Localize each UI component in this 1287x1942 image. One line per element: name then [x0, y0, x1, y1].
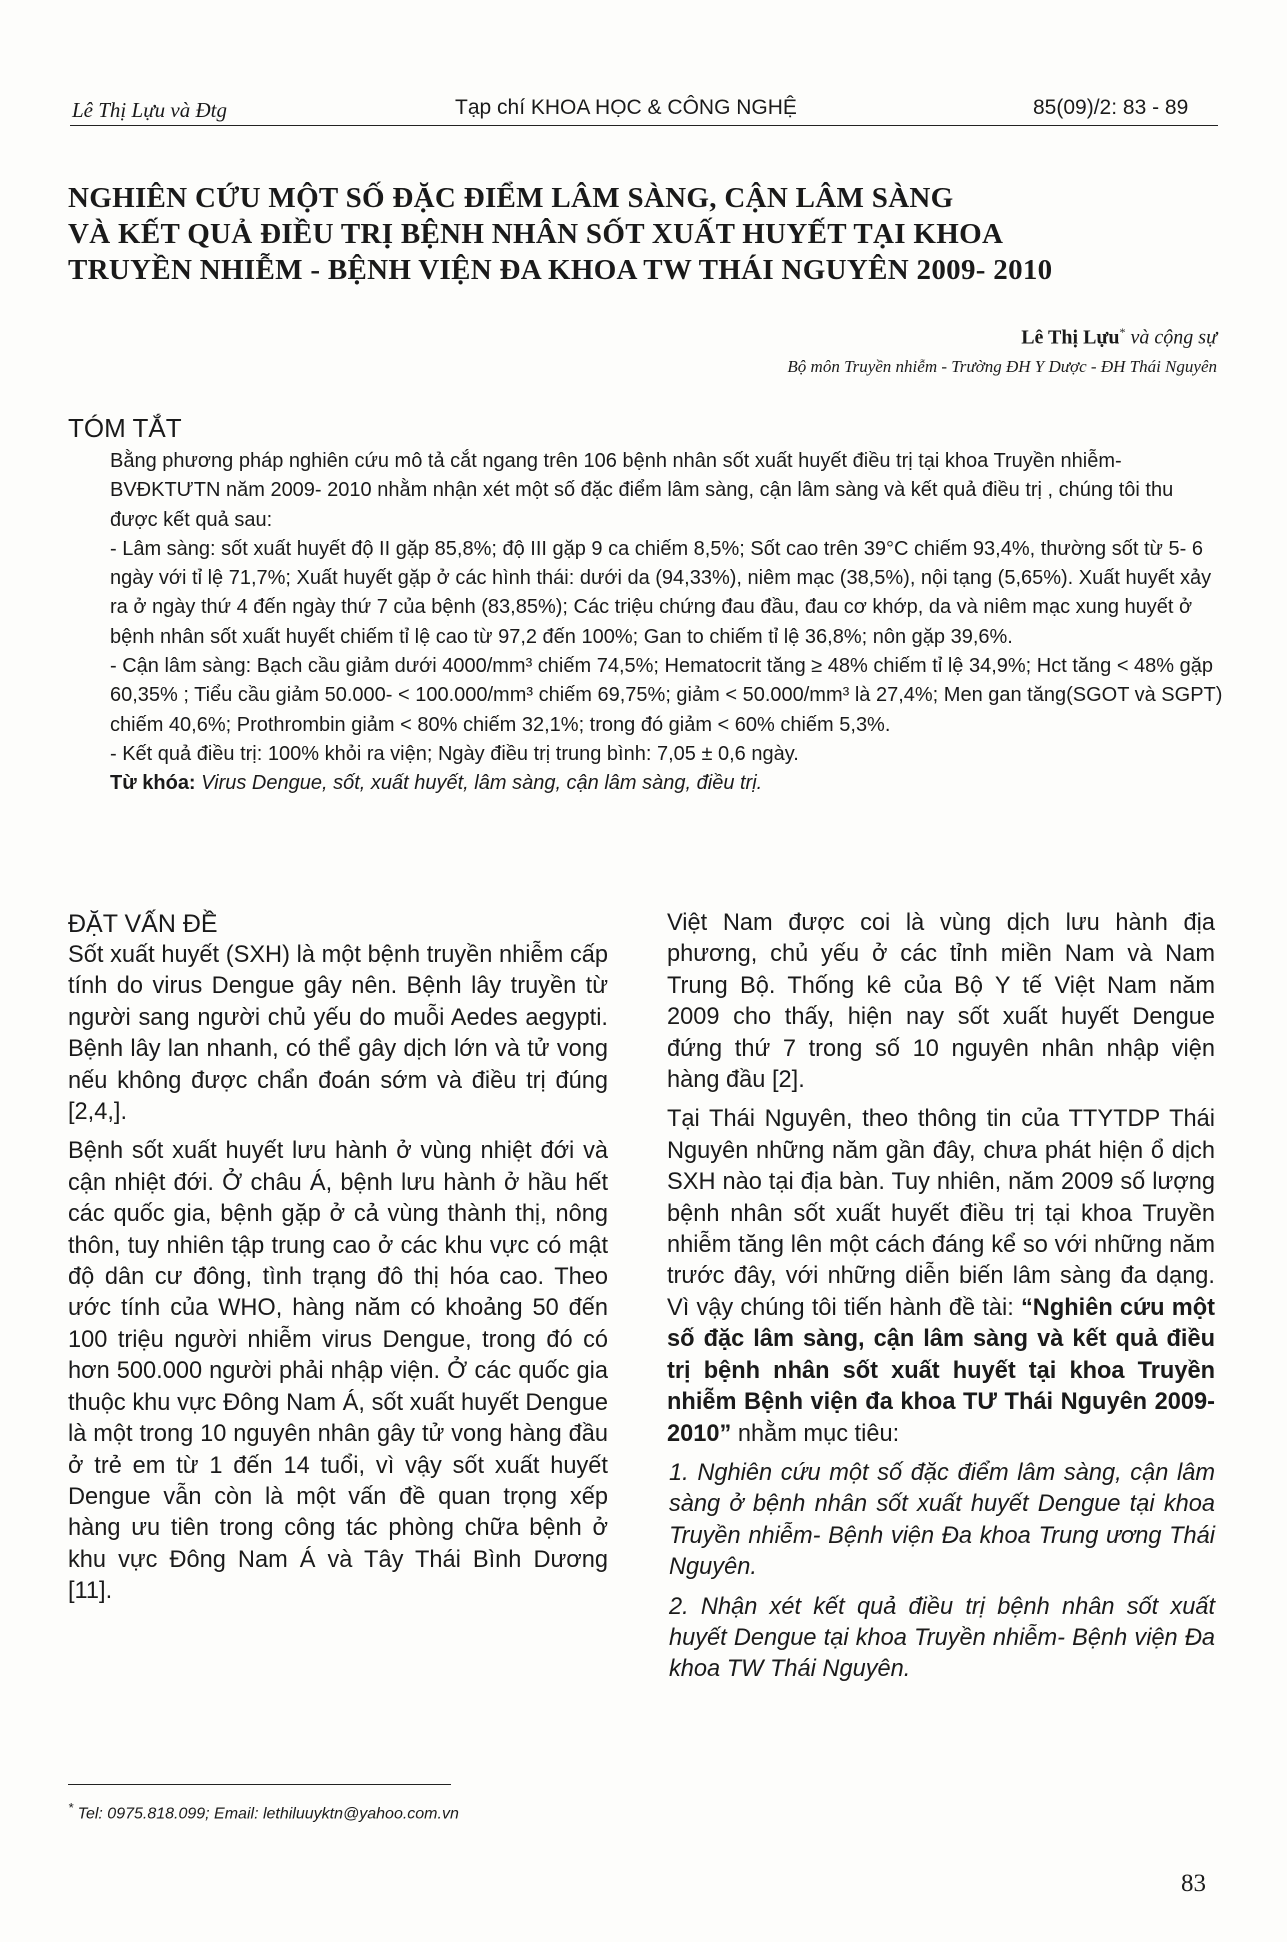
author-name: Lê Thị Lựu [1021, 326, 1120, 349]
right-paragraph-2 [667, 1104, 1215, 1449]
footnote-rule [68, 1784, 451, 1785]
running-header-issue: 85(09)/2: 83 - 89 [1033, 96, 1189, 119]
page-number: 83 [1181, 1870, 1206, 1897]
objective-2: 2. Nhận xét kết quả điều trị bệnh nhân sốt xuất huyết Dengue tại khoa Truyền nhiễm- Bệnh viện Đa khoa TW Thái Nguyên. [669, 1593, 1215, 1683]
right-paragraph-2-end: nhằm mục tiêu: [731, 1420, 900, 1447]
running-header-authors: Lê Thị Lựu và Đtg [72, 98, 227, 122]
abstract-result: - Kết quả điều trị: 100% khỏi ra viện; Ngày điều trị trung bình: 7,05 ± 0,6 ngày. [110, 742, 799, 765]
header-rule [70, 125, 1218, 126]
footnote-text: Tel: 0975.818.099; Email: lethiluuyktn@yahoo.com.vn [77, 1805, 459, 1823]
abstract-heading: TÓM TẮT [68, 413, 182, 443]
author-rest: và cộng sự [1125, 326, 1217, 349]
abstract-keywords [110, 769, 1225, 798]
left-paragraph-2: Bệnh sốt xuất huyết lưu hành ở vùng nhiệt đới và cận nhiệt đới. Ở châu Á, bệnh lưu hành ở hầu hết các quốc gia, bệnh gặp ở cả vùng thành thị, nông thôn, tuy nhiên tập trung cao ở các khu vực có mật độ dân cư đông, tình trạng đô thị hóa cao. Theo ước tính của WHO, hàng năm có khoảng 50 đến 100 triệu người nhiễm virus Dengue, trong đó có hơn 500.000 người phải nhập viện. Ở các quốc gia thuộc khu vực Đông Nam Á, sốt xuất huyết Dengue là một trong 10 nguyên nhân gây tử vong hàng đầu ở trẻ em từ 1 đến 14 tuổi, vì vậy sốt xuất huyết Dengue vẫn còn là một vấn đề quan trọng xếp hàng ưu tiên trong công tác phòng chữa bệnh ở khu vực Đông Nam Á và Tây Thái Bình Dương [11]. [68, 1138, 608, 1605]
running-header-journal: Tạp chí KHOA HỌC & CÔNG NGHỆ [455, 96, 797, 119]
section-heading-introduction: ĐẶT VẤN ĐỀ [68, 910, 218, 938]
right-paragraph-1: Việt Nam được coi là vùng dịch lưu hành địa phương, chủ yếu ở các tỉnh miền Nam và Nam Trung Bộ. Thống kê của Bộ Y tế Việt Nam năm 2009 cho thấy, hiện nay sốt xuất huyết Dengue đứng thứ 7 trong số 10 nguyên nhân nhập viện hàng đầu [2]. [667, 910, 1215, 1094]
study-title-quote: “Nghiên cứu một số đặc lâm sàng, cận lâm sàng và kết quả điều trị bệnh nhân sốt xuất huyết tại khoa Truyền nhiễm Bệnh viện đa khoa TƯ Thái Nguyên 2009- 2010” [667, 1294, 1215, 1447]
title-line-2: VÀ KẾT QUẢ ĐIỀU TRỊ BỆNH NHÂN SỐT XUẤT HUYẾT TẠI KHOA [68, 218, 1004, 250]
paper-title [68, 180, 1228, 288]
objective-1: 1. Nghiên cứu một số đặc điểm lâm sàng, cận lâm sàng ở bệnh nhân sốt xuất huyết Dengue tại khoa Truyền nhiễm- Bệnh viện Đa khoa Trung ương Thái Nguyên. [669, 1459, 1215, 1581]
right-column [667, 908, 1215, 1694]
author-line [1021, 325, 1217, 350]
author-footnote-mark: * [1119, 325, 1126, 339]
footnote-contact [68, 1800, 459, 1823]
title-line-3: TRUYỀN NHIỄM - BỆNH VIỆN ĐA KHOA TW THÁI NGUYÊN 2009- 2010 [68, 254, 1053, 286]
abstract-paraclinical: - Cận lâm sàng: Bạch cầu giảm dưới 4000/mm³ chiếm 74,5%; Hematocrit tăng ≥ 48% chiếm tỉ lệ 34,9%; Hct tăng < 48% gặp 60,35% ; Tiểu cầu giảm 50.000- < 100.000/mm³ chiếm 69,75%; giảm < 50.000/mm³ là 27,4%; Men gan tăng(SGOT và SGPT) chiếm 40,6%; Prothrombin giảm < 80% chiếm 32,1%; trong đó giảm < 60% chiếm 5,3%. [110, 655, 1223, 736]
left-column [68, 940, 608, 1616]
right-paragraph-2-start: Tại Thái Nguyên, theo thông tin của TTYTDP Thái Nguyên những năm gần đây, chưa phát hiện ổ dịch SXH nào tại địa bàn. Tuy nhiên, năm 2009 số lượng bệnh nhân sốt xuất huyết điều trị tại khoa Truyền nhiễm tăng lên một cách đáng kể so với những năm trước đây, với những diễn biến lâm sàng đa dạng. Vì vậy chúng tôi tiến hành đề tài: [667, 1106, 1215, 1321]
abstract-intro: Bằng phương pháp nghiên cứu mô tả cắt ngang trên 106 bệnh nhân sốt xuất huyết điều trị tại khoa Truyền nhiễm- BVĐKTƯTN năm 2009- 2010 nhằm nhận xét một số đặc điểm lâm sàng, cận lâm sàng và kết quả điều trị , chúng tôi thu được kết quả sau: [110, 450, 1174, 531]
left-paragraph-1: Sốt xuất huyết (SXH) là một bệnh truyền nhiễm cấp tính do virus Dengue gây nên. Bệnh lây truyền từ người sang người chủ yếu do muỗi Aedes aegypti. Bệnh lây lan nhanh, có thể gây dịch lớn và tử vong nếu không được chẩn đoán sớm và điều trị đúng [2,4,]. [68, 942, 608, 1126]
author-affiliation: Bộ môn Truyền nhiễm - Trường ĐH Y Dược - ĐH Thái Nguyên [787, 357, 1217, 376]
keywords-list: Virus Dengue, sốt, xuất huyết, lâm sàng, cận lâm sàng, điều trị. [195, 772, 763, 795]
abstract-clinical: - Lâm sàng: sốt xuất huyết độ II gặp 85,8%; độ III gặp 9 ca chiếm 8,5%; Sốt cao trên 39°C chiếm 93,4%, thường sốt từ 5- 6 ngày với tỉ lệ 71,7%; Xuất huyết gặp ở các hình thái: dưới da (94,33%), niêm mạc (38,5%), nội tạng (5,65%). Xuất huyết xảy ra ở ngày thứ 4 đến ngày thứ 7 của bệnh (83,85%); Các triệu chứng đau đầu, đau cơ khớp, da và niêm mạc xung huyết ở bệnh nhân sốt xuất huyết chiếm tỉ lệ cao từ 97,2 đến 100%; Gan to chiếm tỉ lệ 36,8%; nôn gặp 39,6%. [110, 537, 1212, 648]
abstract-body [110, 447, 1225, 799]
keywords-label: Từ khóa: [110, 772, 196, 795]
footnote-mark: * [68, 1800, 74, 1815]
title-line-1: NGHIÊN CỨU MỘT SỐ ĐẶC ĐIỂM LÂM SÀNG, CẬN LÂM SÀNG [68, 182, 954, 214]
